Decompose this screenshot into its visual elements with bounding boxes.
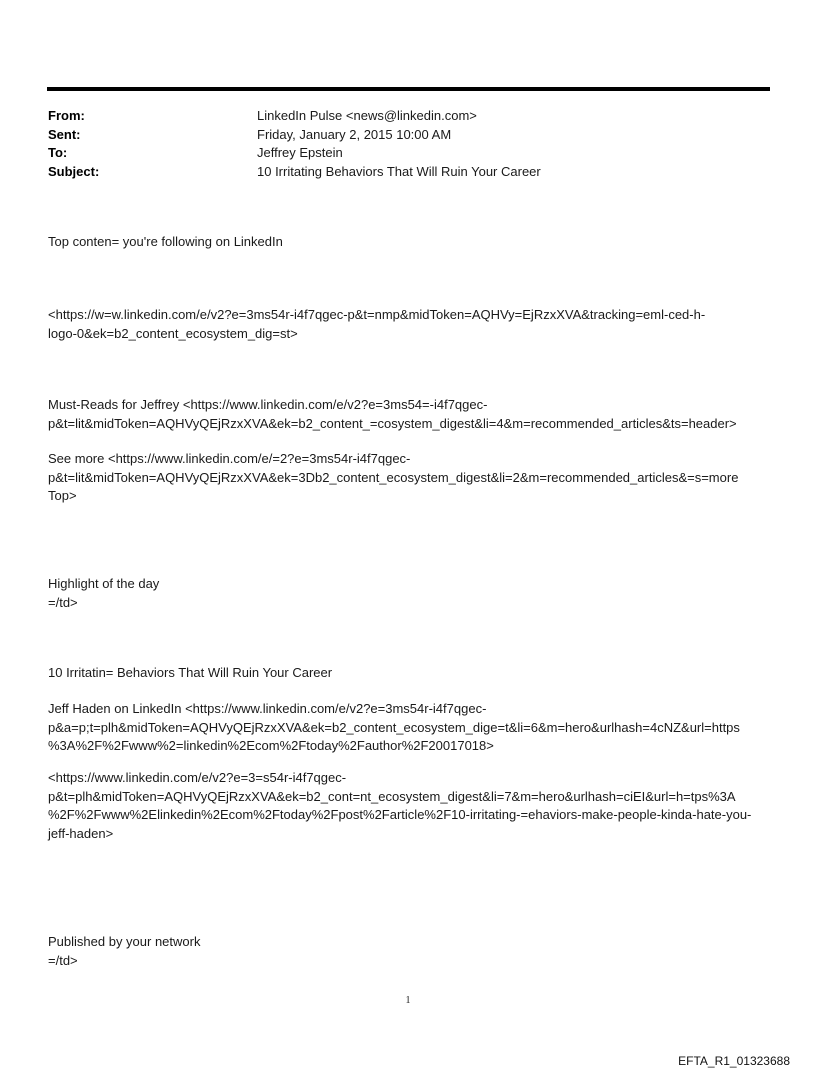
logo-link-line[interactable]: logo-0&ek=b2_content_ecosystem_dig=st> [48,325,298,341]
must-reads-link[interactable] [48,396,770,433]
to-row [48,144,768,163]
see-more-line[interactable]: Top> [48,488,77,503]
author-link-line[interactable]: p&a=p;t=plh&midToken=AQHVyQEjRzxXVA&ek=b2_content_ecosystem_dige=t&li=6&m=hero&urlhash=4cNZ&url=https [48,719,740,735]
header-divider [47,87,770,91]
article-link-line[interactable]: jeff-haden> [48,825,114,841]
bates-number: EFTA_R1_01323688 [678,1054,790,1068]
page-number: 1 [405,995,411,1006]
published-title: Published by your network [48,934,201,949]
sent-value: Friday, January 2, 2015 10:00 AM [257,126,452,142]
article-link[interactable] [48,769,770,843]
sent-row [48,126,768,145]
author-link-line[interactable]: %3A%2F%2Fwww%2=linkedin%2Ecom%2Ftoday%2Fauthor%2F20017018> [48,738,494,753]
subject-value: 10 Irritating Behaviors That Will Ruin Your Career [257,163,541,179]
to-label: To: [48,145,68,160]
logo-link-line[interactable]: <https://w=w.linkedin.com/e/v2?e=3ms54r-i4f7qgec-p&t=nmp&midToken=AQHVy=EjRzxXVA&tracking=eml-ced-h- [48,307,706,322]
subject-label: Subject: [48,163,100,179]
from-value: LinkedIn Pulse <news@linkedin.com> [257,108,477,123]
must-reads-line[interactable]: p&t=lit&midToken=AQHVyQEjRzxXVA&ek=b2_content_=cosystem_digest&li=4&m=recommended_articles&ts=header> [48,415,737,431]
see-more-line[interactable]: p&t=lit&midToken=AQHVyQEjRzxXVA&ek=3Db2_content_ecosystem_digest&li=2&m=recommended_articles&=s=more [48,469,739,485]
from-label: From: [48,108,85,123]
article-link-line[interactable]: <https://www.linkedin.com/e/v2?e=3=s54r-i4f7qgec- [48,770,347,785]
author-link-line[interactable]: Jeff Haden on LinkedIn <https://www.linkedin.com/e/v2?e=3ms54r-i4f7qgec- [48,701,487,716]
email-header [48,107,768,181]
article-link-line[interactable]: %2F%2Fwww%2Elinkedin%2Ecom%2Ftoday%2Fpost%2Farticle%2F10-irritating-=ehaviors-make-people-kinda-hate-you- [48,807,752,822]
article-title-text: 10 Irritatin= Behaviors That Will Ruin Your Career [48,665,333,680]
published-tag: =/td> [48,952,78,968]
see-more-link[interactable] [48,450,770,506]
logo-link[interactable] [48,306,770,343]
top-content-heading [48,233,770,252]
published-section [48,933,770,970]
article-title [48,664,770,683]
article-link-line[interactable]: p&t=plh&midToken=AQHVyQEjRzxXVA&ek=b2_cont=nt_ecosystem_digest&li=7&m=hero&urlhash=ciEI&url=h=tps%3A [48,788,736,804]
highlight-tag: =/td> [48,594,78,610]
sent-label: Sent: [48,126,81,142]
highlight-title: Highlight of the day [48,576,160,591]
top-content-text: Top conten= you're following on LinkedIn [48,234,283,249]
author-link[interactable] [48,700,770,756]
must-reads-line[interactable]: Must-Reads for Jeffrey <https://www.linkedin.com/e/v2?e=3ms54=-i4f7qgec- [48,397,488,412]
to-value: Jeffrey Epstein [257,145,343,160]
highlight-section [48,575,770,612]
from-row [48,107,768,126]
subject-row [48,163,768,182]
see-more-line[interactable]: See more <https://www.linkedin.com/e/=2?e=3ms54r-i4f7qgec- [48,451,411,466]
